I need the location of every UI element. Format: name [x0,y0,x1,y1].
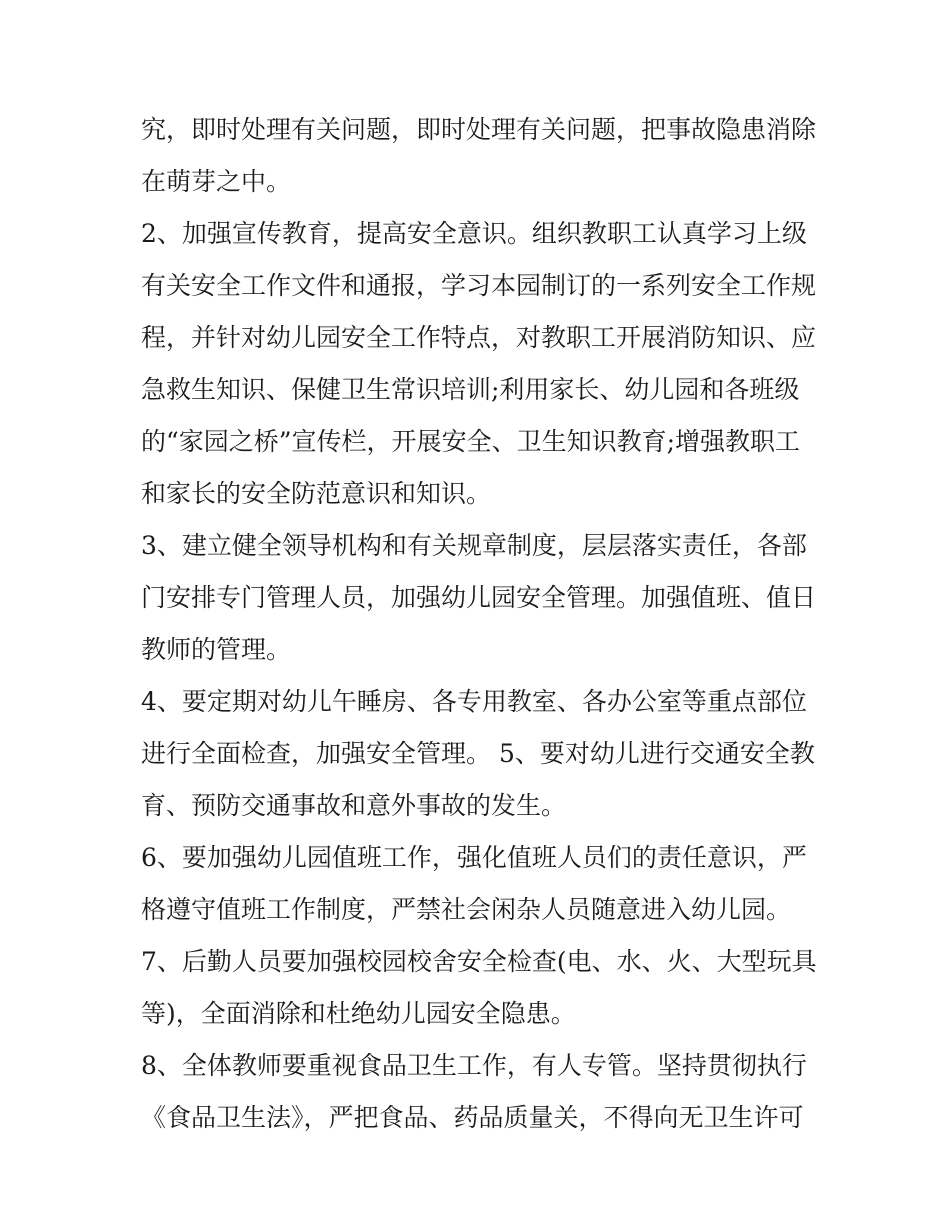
text-line: 究，即时处理有关问题，即时处理有关问题，把事故隐患消除 [141,115,817,144]
body-text [141,104,821,1144]
text-line: 等)，全面消除和杜绝幼儿园安全隐患。 [141,999,576,1028]
text-line: 育、预防交通事故和意外事故的发生。 [141,791,567,820]
text-line: 和家长的安全防范意识和知识。 [141,479,492,508]
text-line: 《食品卫生法》，严把食品、药品质量关，不得向无卫生许可 [141,1103,804,1132]
text-line: 8、全体教师要重视食品卫生工作，有人专管。坚持贯彻执行 [141,1051,807,1080]
text-line: 急救生知识、保健卫生常识培训;利用家长、幼儿园和各班级 [141,375,800,404]
text-line: 程，并针对幼儿园安全工作特点，对教职工开展消防知识、应 [141,323,817,352]
text-line: 的“家园之桥”宣传栏，开展安全、卫生知识教育;增强教职工 [141,427,800,456]
text-line: 4、要定期对幼儿午睡房、各专用教室、各办公室等重点部位 [141,687,807,716]
text-line: 格遵守值班工作制度，严禁社会闲杂人员随意进入幼儿园。 [141,895,792,924]
text-line: 有关安全工作文件和通报，学习本园制订的一系列安全工作规 [141,271,817,300]
text-line: 6、要加强幼儿园值班工作，强化值班人员们的责任意识，严 [141,843,807,872]
text-line: 7、后勤人员要加强校园校舍安全检查(电、水、火、大型玩具 [141,947,817,976]
text-line: 2、加强宣传教育，提高安全意识。组织教职工认真学习上级 [141,219,807,248]
text-line: 进行全面检查，加强安全管理。 5、要对幼儿进行交通安全教 [141,739,815,768]
text-line: 3、建立健全领导机构和有关规章制度，层层落实责任，各部 [141,531,807,560]
text-line: 在萌芽之中。 [141,167,292,196]
text-line: 门安排专门管理人员，加强幼儿园安全管理。加强值班、值日 [141,583,817,612]
text-line: 教师的管理。 [141,635,292,664]
